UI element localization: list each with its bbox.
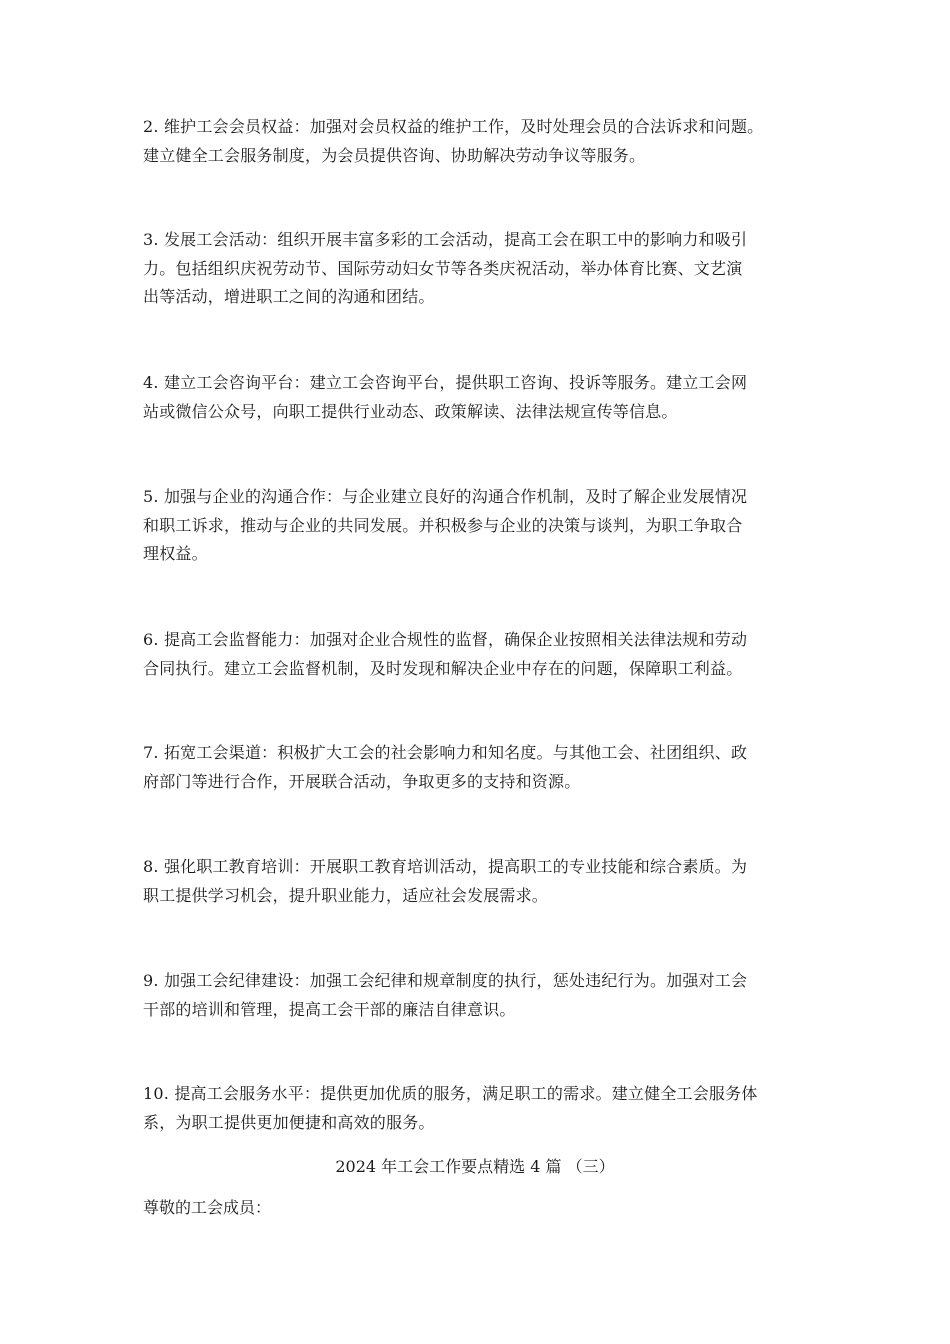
paragraph-line: 系，为职工提供更加便捷和高效的服务。	[143, 1112, 435, 1132]
list-item	[143, 113, 823, 170]
paragraph-line: 出等活动，增进职工之间的沟通和团结。	[143, 287, 435, 306]
paragraph-line: 府部门等进行合作，开展联合活动，争取更多的支持和资源。	[143, 771, 581, 791]
paragraph-line: 建立健全工会服务制度，为会员提供咨询、协助解决劳动争议等服务。	[143, 145, 646, 165]
paragraph-line: 9. 加强工会纪律建设：加强工会纪律和规章制度的执行，惩处违纪行为。加强对工会	[143, 971, 748, 990]
paragraph-line: 4. 建立工会咨询平台：建立工会咨询平台，提供职工咨询、投诉等服务。建立工会网	[143, 373, 748, 392]
list-item	[143, 967, 823, 1024]
paragraph-line: 7. 拓宽工会渠道：积极扩大工会的社会影响力和知名度。与其他工会、社团组织、政	[143, 743, 748, 762]
paragraph-line: 8. 强化职工教育培训：开展职工教育培训活动，提高职工的专业技能和综合素质。为	[143, 857, 748, 876]
list-item	[143, 483, 823, 569]
list-item	[143, 626, 823, 683]
paragraph-line: 合同执行。建立工会监督机制，及时发现和解决企业中存在的问题，保障职工利益。	[143, 658, 743, 678]
list-item	[143, 739, 823, 796]
paragraph-line: 干部的培训和管理，提高工会干部的廉洁自律意识。	[143, 999, 516, 1019]
paragraph-line: 和职工诉求，推动与企业的共同发展。并积极参与企业的决策与谈判，为职工争取合	[143, 515, 743, 535]
paragraph-line: 2. 维护工会会员权益：加强对会员权益的维护工作，及时处理会员的合法诉求和问题。	[143, 117, 764, 136]
salutation: 尊敬的工会成员：	[143, 1198, 272, 1217]
paragraph-line: 5. 加强与企业的沟通合作：与企业建立良好的沟通合作机制，及时了解企业发展情况	[143, 487, 748, 506]
paragraph-line: 6. 提高工会监督能力：加强对企业合规性的监督，确保企业按照相关法律法规和劳动	[143, 630, 748, 649]
paragraph-line: 3. 发展工会活动：组织开展丰富多彩的工会活动，提高工会在职工中的影响力和吸引	[143, 230, 748, 249]
list-item	[143, 853, 823, 910]
paragraph-line: 职工提供学习机会，提升职业能力，适应社会发展需求。	[143, 885, 549, 905]
list-item	[143, 369, 823, 426]
paragraph-line: 理权益。	[143, 544, 208, 563]
section-title: 2024 年工会工作要点精选 4 篇 （三）	[335, 1157, 615, 1176]
paragraph-line: 10. 提高工会服务水平：提供更加优质的服务，满足职工的需求。建立健全工会服务体	[143, 1084, 758, 1103]
paragraph-line: 力。包括组织庆祝劳动节、国际劳动妇女节等各类庆祝活动，举办体育比赛、文艺演	[143, 258, 743, 278]
paragraph-line: 站或微信公众号，向职工提供行业动态、政策解读、法律法规宣传等信息。	[143, 401, 678, 421]
list-item	[143, 226, 823, 312]
list-item	[143, 1080, 823, 1137]
